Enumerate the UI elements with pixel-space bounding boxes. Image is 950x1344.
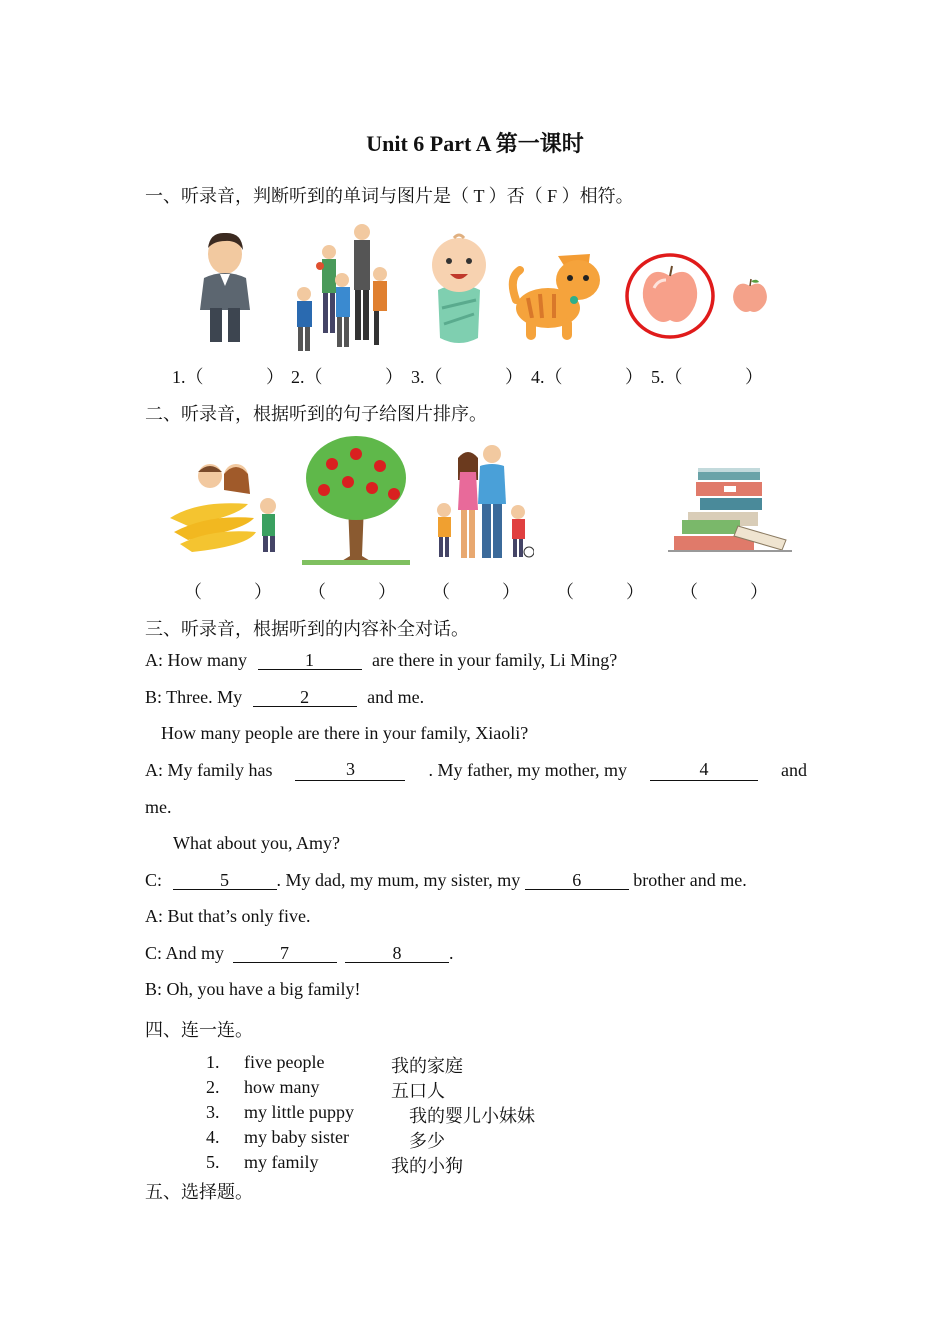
section4-heading: 四、连一连。 xyxy=(145,1020,253,1040)
match-num-4: 4. xyxy=(206,1127,220,1147)
match-zh-3: 我的婴儿小妹妹 xyxy=(409,1106,535,1126)
order-paren-2-open: （ xyxy=(308,582,326,602)
people-group-icon xyxy=(284,222,396,356)
blank-4: 4 xyxy=(650,760,758,781)
order-paren-3-open: （ xyxy=(432,582,450,602)
small-apple-icon xyxy=(730,276,770,316)
dialog-line-2 xyxy=(145,687,424,708)
family-icon xyxy=(432,444,534,562)
blank-5: 5 xyxy=(173,871,277,890)
blank-1: 1 xyxy=(258,651,362,670)
item1-label: 1.（ xyxy=(172,367,204,387)
dialog-line-9 xyxy=(145,943,454,964)
dialog-line-3: How many people are there in your family, Xiaoli? xyxy=(161,723,529,743)
match-zh-5: 我的小狗 xyxy=(391,1156,463,1176)
books-icon xyxy=(668,464,792,552)
dialog-text: C: xyxy=(145,870,163,890)
dialog-text: and me. xyxy=(367,687,425,707)
dialog-text: brother and me. xyxy=(633,870,747,890)
item3-label: 3.（ xyxy=(411,367,443,387)
apple-tree-icon xyxy=(302,434,410,566)
match-en-2: how many xyxy=(244,1077,320,1097)
dialog-text: A: My family has xyxy=(145,760,273,780)
blank-3: 3 xyxy=(295,760,405,781)
blank-7: 7 xyxy=(233,944,337,963)
item2-close: ） xyxy=(385,367,403,387)
order-paren-5-close: ） xyxy=(750,582,768,602)
family-bananas-icon xyxy=(168,460,288,556)
order-paren-1-close: ） xyxy=(254,582,272,602)
dialog-line-8: A: But that’s only five. xyxy=(145,906,311,926)
item4-close: ） xyxy=(625,367,643,387)
match-en-1: five people xyxy=(244,1052,325,1072)
order-paren-3-close: ） xyxy=(502,582,520,602)
order-paren-2-close: ） xyxy=(378,582,396,602)
match-num-5: 5. xyxy=(206,1152,220,1172)
dialog-text: are there in your family, Li Ming? xyxy=(372,650,618,670)
match-num-2: 2. xyxy=(206,1077,220,1097)
dialog-line-1 xyxy=(145,650,617,671)
order-paren-1-open: （ xyxy=(184,582,202,602)
dialog-line-4 xyxy=(145,760,807,781)
match-num-3: 3. xyxy=(206,1102,220,1122)
baby-icon xyxy=(424,230,494,348)
match-zh-1: 我的家庭 xyxy=(391,1056,463,1076)
dialog-text: . My father, my mother, my xyxy=(428,760,627,780)
item5-close: ） xyxy=(745,367,763,387)
man-icon xyxy=(190,228,260,346)
dialog-text: A: How many xyxy=(145,650,247,670)
cat-icon xyxy=(508,248,606,346)
dialog-line-7 xyxy=(145,870,747,891)
dialog-text: . My dad, my mum, my sister, my xyxy=(276,870,521,890)
order-paren-4-open: （ xyxy=(556,582,574,602)
section5-heading: 五、选择题。 xyxy=(145,1182,253,1202)
blank-2: 2 xyxy=(253,688,357,707)
dialog-text: and xyxy=(780,760,807,780)
dialog-line-6: What about you, Amy? xyxy=(173,833,340,853)
order-paren-4-close: ） xyxy=(626,582,644,602)
dialog-text: . xyxy=(449,943,454,963)
item4-label: 4.（ xyxy=(531,367,563,387)
dialog-text: B: Three. My xyxy=(145,687,243,707)
item1-close: ） xyxy=(266,367,284,387)
item3-close: ） xyxy=(505,367,523,387)
match-num-1: 1. xyxy=(206,1052,220,1072)
match-en-3: my little puppy xyxy=(244,1102,354,1122)
order-paren-5-open: （ xyxy=(680,582,698,602)
section1-heading: 一、听录音，判断听到的单词与图片是（ T ）否（ F ）相符。 xyxy=(145,186,634,206)
item5-label: 5.（ xyxy=(651,367,683,387)
match-en-4: my baby sister xyxy=(244,1127,349,1147)
item2-label: 2.（ xyxy=(291,367,323,387)
blank-6: 6 xyxy=(525,871,629,890)
match-en-5: my family xyxy=(244,1152,319,1172)
match-zh-2: 五口人 xyxy=(391,1081,445,1101)
page-title: Unit 6 Part A 第一课时 xyxy=(366,131,584,156)
section3-heading: 三、听录音，根据听到的内容补全对话。 xyxy=(145,619,469,639)
match-zh-4: 多少 xyxy=(409,1131,445,1151)
dialog-text: C: And my xyxy=(145,943,225,963)
dialog-line-10: B: Oh, you have a big family! xyxy=(145,979,361,999)
apple-circled-icon xyxy=(624,252,716,340)
blank-8: 8 xyxy=(345,944,449,963)
section2-heading: 二、听录音，根据听到的句子给图片排序。 xyxy=(145,404,487,424)
dialog-line-5: me. xyxy=(145,797,172,817)
